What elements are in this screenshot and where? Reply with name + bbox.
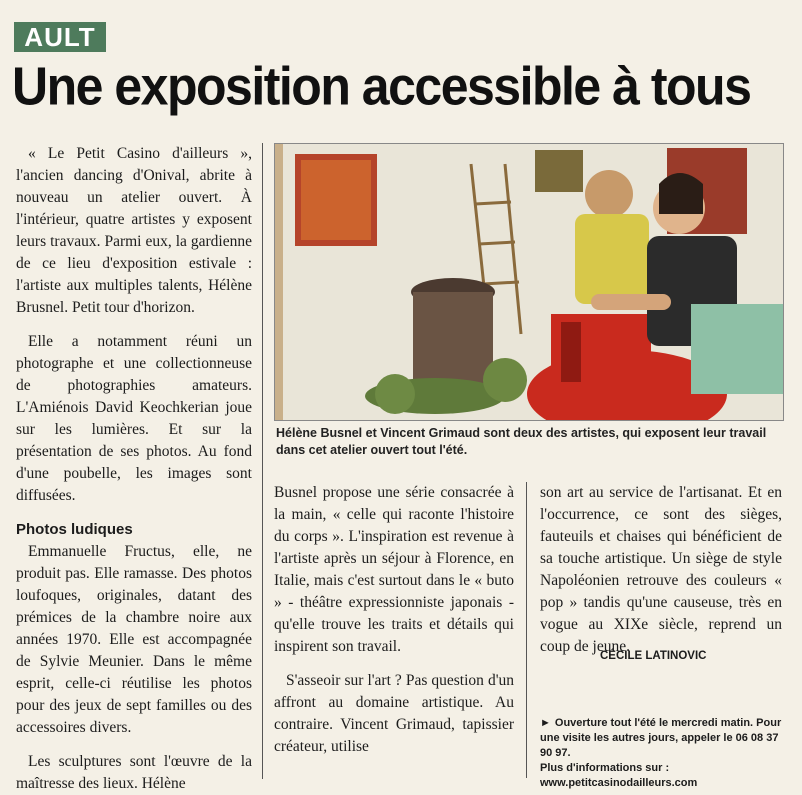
photo-illustration [275,144,783,420]
more-info-label: Plus d'informations sur : [540,762,670,774]
column-divider [526,482,527,778]
paragraph: Les sculptures sont l'œuvre de la maîtresse des lieux. Hélène [16,753,252,792]
paragraph: son art au service de l'artisanat. Et en l'occurrence, ce sont des sièges, fauteuils et chaises qui bénéficient de sa touche artistique. Un siège de style Napoléonien retrouve des couleurs « pop » tandis qu'une causeuse, très en vogue au XIXe siècle, reprend un coup de jeune. [540,484,782,655]
article-photo [274,143,784,421]
photo-caption: Hélène Busnel et Vincent Grimaud sont deux des artistes, qui exposent leur travail dans cet atelier ouvert tout l'été. [276,426,767,457]
column-divider [262,143,263,779]
author-signature: CÉCILE LATINOVIC [600,650,707,662]
opening-hours-text: Ouverture tout l'été le mercredi matin. Pour une visite les autres jours, appeler le 06 08 37 90 97. [540,717,782,759]
subheading: Photos ludiques [16,521,133,538]
article-column-2 [274,482,514,758]
headline: Une exposition accessible à tous [12,56,751,117]
paragraph: Emmanuelle Fructus, elle, ne produit pas. Elle ramasse. Des photos loufoques, originales, datant des prémices de la chambre noire aux années 1970. Elle est accompagnée de Sylvie Meunier. Dans le même esprit, celle-ci réutilise les photos pour des jeux de sept familles ou des accessoires divers. [16,543,252,736]
paragraph: « Le Petit Casino d'ailleurs », l'ancien dancing d'Onival, abrite à nouveau un atelier ouvert. À l'intérieur, quatre artistes y exposent leurs travaux. Parmi eux, la gardienne de ce lieu d'exposition estivale : l'artiste aux multiples talents, Hélène Brusnel. Petit tour d'horizon. [16,145,252,316]
paragraph: Busnel propose une série consacrée à la main, « celle qui raconte l'histoire du corps ». L'inspiration est revenue à l'artiste après un séjour à Florence, en Italie, mais c'est surtout dans le « buto » - théâtre expressionniste japonais - qu'elle trouve les traits et détails qui inspirent son travail. [274,484,514,655]
paragraph: S'asseoir sur l'art ? Pas question d'un affront au domaine artistique. Au contraire. Vincent Grimaud, tapissier créateur, utilise [274,672,514,755]
website-link[interactable]: www.petitcasinodailleurs.com [540,777,698,789]
paragraph: Elle a notamment réuni un photographe et une collectionneuse de photographies amateurs. L'Amiénois David Keochkerian joue sur les lumières. Et sur la présentation de ses photos. Au fond d'une poubelle, les images sont diffusées. [16,333,252,504]
article-column-1 [16,143,252,795]
section-tag: AULT [14,22,106,52]
info-box [540,716,790,791]
article-column-3 [540,482,782,658]
arrow-icon: ► [540,717,551,729]
